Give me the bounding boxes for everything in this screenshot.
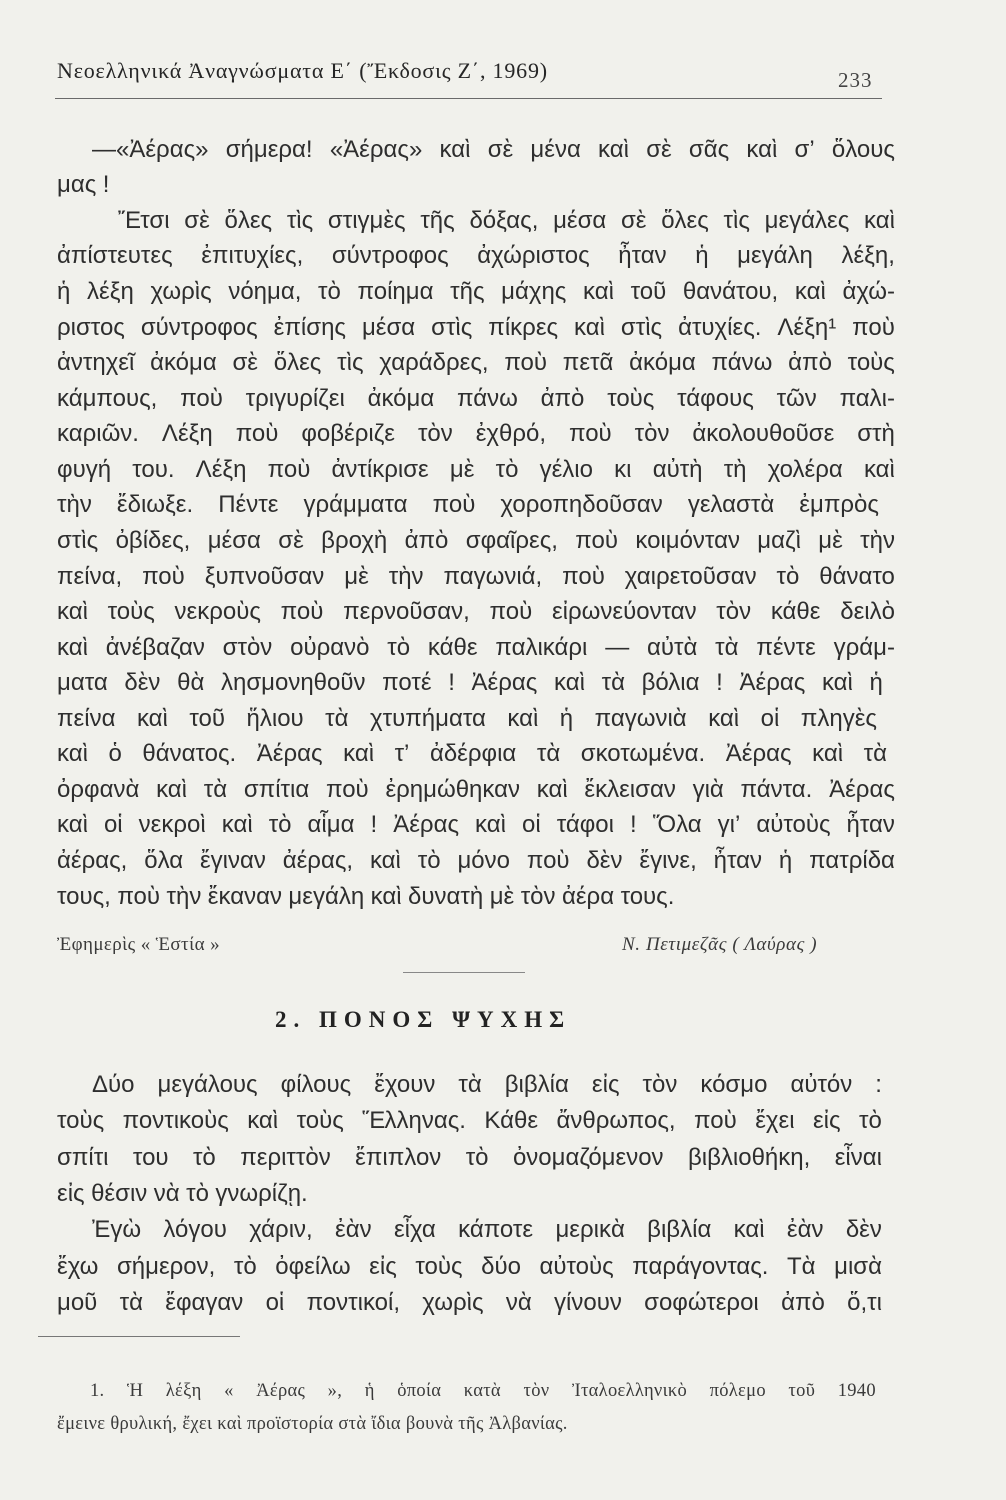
text-line: ἀέρας, ὅλα ἔγιναν ἀέρας, καὶ τὸ μόνο ποὺ δὲν ἔγινε, ἦταν ἡ πατρίδα <box>57 847 895 875</box>
text-line: ἡ λέξη χωρὶς νόημα, τὸ ποίημα τῆς μάχης καὶ τοῦ θανάτου, καὶ ἀχώ- <box>57 278 895 306</box>
footnote-line: 1. Ἡ λέξη « Ἀέρας », ἡ ὁποία κατὰ τὸν Ἰταλοελληνικὸ πόλεμο τοῦ 1940 <box>90 1381 876 1401</box>
section-heading: 2. ΠΟΝΟΣ ΨΥΧΗΣ <box>275 1007 572 1032</box>
text-line: Δύο μεγάλους φίλους ἔχουν τὰ βιβλία εἰς τὸν κόσμο αὐτόν : <box>92 1071 882 1099</box>
text-line: καριῶν. Λέξη ποὺ φοβέριζε τὸν ἐχθρό, ποὺ τὸν ἀκολουθοῦσε στὴ <box>57 420 895 448</box>
text-line: ριστος σύντροφος ἐπίσης μέσα στὶς πίκρες καὶ στὶς ἀτυχίες. Λέξη¹ ποὺ <box>57 313 895 341</box>
text-line: πείνα καὶ τοῦ ἥλιου τὰ χτυπήματα καὶ ἡ παγωνιὰ καὶ οἱ πληγὲς <box>57 704 877 732</box>
text-line: καὶ ἀνέβαζαν στὸν οὐρανὸ τὸ κάθε παλικάρι — αὐτὰ τὰ πέντε γράμ- <box>57 633 895 661</box>
text-line: εἰς θέσιν νὰ τὸ γνωρίζῃ. <box>57 1180 308 1208</box>
text-line: ἔχω σήμερον, τὸ ὀφείλω εἰς τοὺς δύο αὐτοὺς παράγοντας. Τὰ μισὰ <box>57 1252 882 1280</box>
text-line: —«Ἀέρας» σήμερα! «Ἀέρας» καὶ σὲ μένα καὶ σὲ σᾶς καὶ σ’ ὅλους <box>92 135 895 163</box>
source-author: Ν. Πετιμεζᾶς ( Λαύρας ) <box>622 934 818 955</box>
text-line: τους, ποὺ τὴν ἔκαναν μεγάλη καὶ δυνατὴ μὲ τὸν ἀέρα τους. <box>57 882 675 910</box>
text-line: ὀρφανὰ καὶ τὰ σπίτια ποὺ ἐρημώθηκαν καὶ ἔκλεισαν γιὰ πάντα. Ἀέρας <box>57 775 895 803</box>
running-title: Νεοελληνικά Ἀναγνώσματα Ε΄ (Ἔκδοσις Ζ΄, 1969) <box>57 58 548 83</box>
footnote-rule <box>38 1336 240 1337</box>
text-line: Ἐγὼ λόγου χάριν, ἐὰν εἶχα κάποτε μερικὰ βιβλία καὶ ἐὰν δὲν <box>92 1216 882 1244</box>
footnote <box>57 1375 876 1441</box>
text-line: Ἔτσι σὲ ὅλες τὶς στιγμὲς τῆς δόξας, μέσα σὲ ὅλες τὶς μεγάλες καὶ <box>118 206 895 234</box>
text-line: στὶς ὀβίδες, μέσα σὲ βροχὴ ἀπὸ σφαῖρες, ποὺ κοιμόνταν μαζὶ μὲ τὴν <box>57 526 895 554</box>
text-line: καὶ οἱ νεκροὶ καὶ τὸ αἷμα ! Ἀέρας καὶ οἱ τάφοι ! Ὅλα γι’ αὐτοὺς ἦταν <box>57 811 895 839</box>
source-newspaper: Ἐφημερὶς « Ἑστία » <box>57 934 221 955</box>
text-line: καὶ τοὺς νεκροὺς ποὺ περνοῦσαν, ποὺ εἰρωνεύονταν τὸν κάθε δειλὸ <box>57 598 895 626</box>
section2-body <box>57 1067 882 1321</box>
text-line: σπίτι του τὸ περιττὸν ἔπιπλον τὸ ὀνομαζόμενον βιβλιοθήκη, εἶναι <box>57 1143 882 1171</box>
section-divider <box>403 972 525 973</box>
text-line: ματα δὲν θὰ λησμονηθοῦν ποτέ ! Ἀέρας καὶ τὰ βόλια ! Ἀέρας καὶ ἡ <box>57 669 883 697</box>
text-line: φυγή του. Λέξη ποὺ ἀντίκρισε μὲ τὸ γέλιο κι αὐτὴ τὴ χολέρα καὶ <box>57 455 895 483</box>
text-line: πείνα, ποὺ ξυπνοῦσαν μὲ τὴν παγωνιά, ποὺ χαιρετοῦσαν τὸ θάνατο <box>57 562 895 590</box>
footnote-line: ἔμεινε θρυλική, ἔχει καὶ προϊστορία στὰ ἴδια βουνὰ τῆς Ἀλβανίας. <box>57 1414 568 1434</box>
text-line: ἀπίστευτες ἐπιτυχίες, σύντροφος ἀχώριστος ἦταν ἡ μεγάλη λέξη, <box>57 242 895 270</box>
text-line: τὴν ἔδιωξε. Πέντε γράμματα ποὺ χοροπηδοῦσαν γελαστὰ ἐμπρὸς <box>57 491 879 519</box>
text-line: ἀντηχεῖ ἀκόμα σὲ ὅλες τὶς χαράδρες, ποὺ πετᾶ ἀκόμα πάνω ἀπὸ τοὺς <box>57 349 895 377</box>
section1-body <box>57 132 895 914</box>
text-line: τοὺς ποντικοὺς καὶ τοὺς Ἕλληνας. Κάθε ἄνθρωπος, ποὺ ἔχει εἰς τὸ <box>57 1107 882 1135</box>
page-number: 233 <box>838 68 873 92</box>
header-rule <box>55 98 882 99</box>
text-line: καὶ ὁ θάνατος. Ἀέρας καὶ τ’ ἀδέρφια τὰ σκοτωμένα. Ἀέρας καὶ τὰ <box>57 740 887 768</box>
text-line: μας ! <box>57 171 110 199</box>
text-line: μοῦ τὰ ἔφαγαν οἱ ποντικοί, χωρὶς νὰ γίνουν σοφώτεροι ἀπὸ ὅ,τι <box>57 1288 882 1316</box>
text-line: κάμπους, ποὺ τριγυρίζει ἀκόμα πάνω ἀπὸ τοὺς τάφους τῶν παλι- <box>57 384 895 412</box>
